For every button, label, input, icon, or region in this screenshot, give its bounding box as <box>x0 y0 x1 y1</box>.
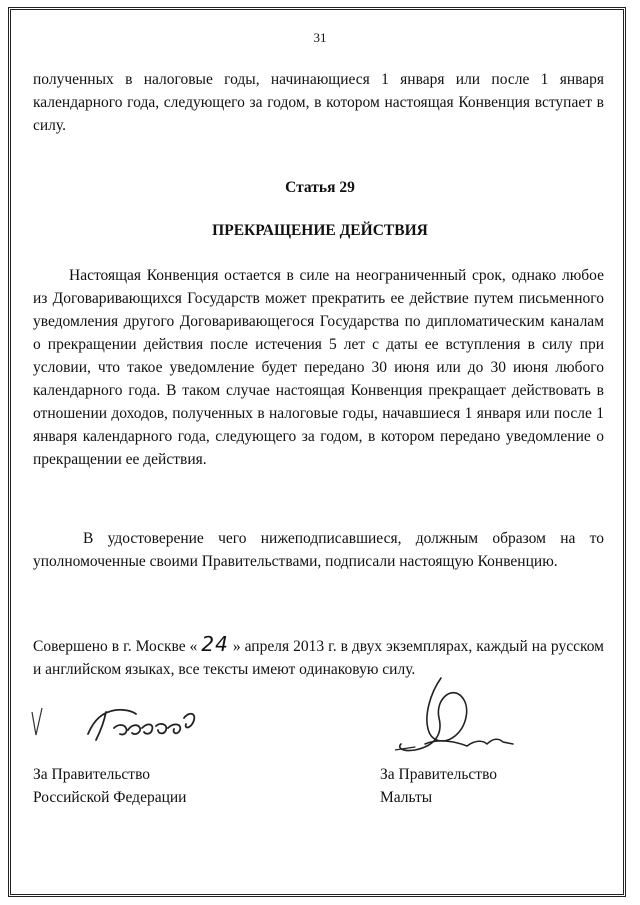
signature-malta <box>395 672 525 762</box>
article-text: Настоящая Конвенция остается в силе на неограниченный срок, однако любое из Договаривающихся Государств может прекратить ее действие путем письменного уведомления другого Договаривающегося Государства по дипломатическим каналам о прекращении действия после истечения 5 лет с даты ее вступления в силу при условии, что такое уведомление будет передано 30 июня или до 30 июня любого календарного года. В таком случае настоящая Конвенция прекращает действовать в отношении доходов, полученных в налоговые годы, начавшиеся 1 января или после 1 января календарного года, следующего за годом, в котором передано уведомление о прекращении ее действия. <box>33 267 604 468</box>
done-text-before: Совершено в г. Москве « <box>33 638 198 655</box>
article-title: ПРЕКРАЩЕНИЕ ДЕЙСТВИЯ <box>212 222 428 239</box>
signatory-russia-line1: За Правительство <box>33 766 151 783</box>
signatory-malta-line1: За Правительство <box>380 766 498 783</box>
signature-russia <box>28 700 218 755</box>
signatory-russia <box>33 763 186 809</box>
signatory-russia-line2: Российской Федерации <box>33 789 187 806</box>
signatory-malta <box>380 763 497 809</box>
signatory-malta-line2: Мальты <box>380 789 433 806</box>
witness-paragraph: В удостоверение чего нижеподписавшиеся, должным образом на то уполномоченные своими Правительствами, подписали настоящую Конвенцию. <box>33 530 604 570</box>
article-number: Статья 29 <box>285 179 355 196</box>
handwritten-day: 24 <box>201 632 229 656</box>
continuation-paragraph: полученных в налоговые годы, начинающиеся 1 января или после 1 января календарного года, следующего за годом, в котором настоящая Конвенция вступает в силу. <box>33 71 604 134</box>
page-number: 31 <box>313 30 327 45</box>
done-text-after: » апреля 2013 г. в двух экземплярах, каждый на русском и английском языках, все тексты имеют одинаковую силу. <box>33 638 604 678</box>
